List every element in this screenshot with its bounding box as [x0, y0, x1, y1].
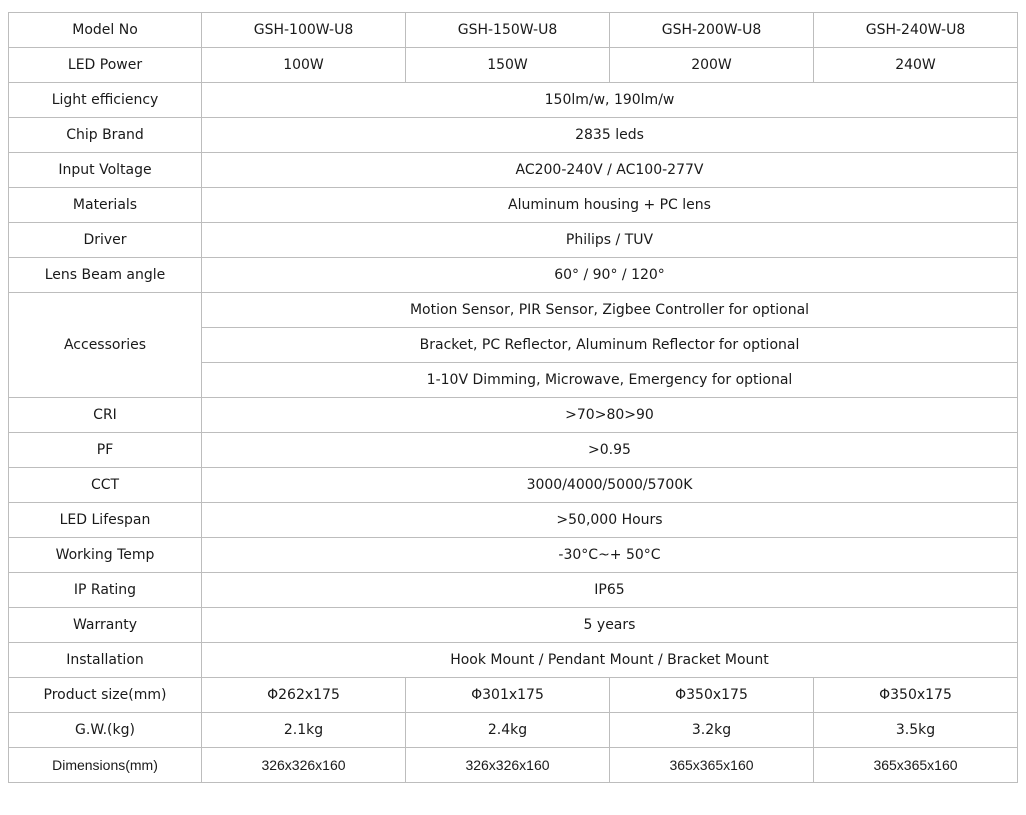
table-row-input-voltage [9, 153, 1018, 188]
led-power-cell: 100W [202, 48, 406, 83]
table-row-accessories [9, 293, 1018, 328]
table-row-working-temp [9, 538, 1018, 573]
gw-cell: 2.4kg [406, 713, 610, 748]
row-label-installation: Installation [9, 643, 202, 678]
spec-table [8, 12, 1018, 783]
table-row-model-no [9, 13, 1018, 48]
light-efficiency-value: 150lm/w, 190lm/w [202, 83, 1018, 118]
row-label-materials: Materials [9, 188, 202, 223]
installation-value: Hook Mount / Pendant Mount / Bracket Mount [202, 643, 1018, 678]
table-row-warranty [9, 608, 1018, 643]
led-power-cell: 200W [610, 48, 814, 83]
driver-value: Philips / TUV [202, 223, 1018, 258]
dimensions-cell: 365x365x160 [814, 748, 1018, 783]
row-label-gw: G.W.(kg) [9, 713, 202, 748]
row-label-dimensions: Dimensions(mm) [9, 748, 202, 783]
table-row-led-power [9, 48, 1018, 83]
gw-cell: 2.1kg [202, 713, 406, 748]
cri-value: >70>80>90 [202, 398, 1018, 433]
accessories-item: 1-10V Dimming, Microwave, Emergency for optional [202, 363, 1018, 398]
accessories-item: Motion Sensor, PIR Sensor, Zigbee Controller for optional [202, 293, 1018, 328]
ip-rating-value: IP65 [202, 573, 1018, 608]
model-cell: GSH-100W-U8 [202, 13, 406, 48]
table-row-led-lifespan [9, 503, 1018, 538]
model-cell: GSH-240W-U8 [814, 13, 1018, 48]
product-size-cell: Φ350x175 [610, 678, 814, 713]
table-row-ip-rating [9, 573, 1018, 608]
led-power-cell: 240W [814, 48, 1018, 83]
table-row-pf [9, 433, 1018, 468]
row-label-accessories: Accessories [9, 293, 202, 398]
led-power-cell: 150W [406, 48, 610, 83]
table-row-light-efficiency [9, 83, 1018, 118]
input-voltage-value: AC200-240V / AC100-277V [202, 153, 1018, 188]
row-label-working-temp: Working Temp [9, 538, 202, 573]
led-lifespan-value: >50,000 Hours [202, 503, 1018, 538]
table-row-product-size [9, 678, 1018, 713]
table-row-cct [9, 468, 1018, 503]
row-label-ip-rating: IP Rating [9, 573, 202, 608]
accessories-item: Bracket, PC Reflector, Aluminum Reflector for optional [202, 328, 1018, 363]
row-label-cct: CCT [9, 468, 202, 503]
gw-cell: 3.2kg [610, 713, 814, 748]
chip-brand-value: 2835 leds [202, 118, 1018, 153]
lens-beam-angle-value: 60° / 90° / 120° [202, 258, 1018, 293]
warranty-value: 5 years [202, 608, 1018, 643]
cct-value: 3000/4000/5000/5700K [202, 468, 1018, 503]
table-row-installation [9, 643, 1018, 678]
row-label-warranty: Warranty [9, 608, 202, 643]
row-label-model-no: Model No [9, 13, 202, 48]
table-row-chip-brand [9, 118, 1018, 153]
table-row-dimensions [9, 748, 1018, 783]
row-label-led-lifespan: LED Lifespan [9, 503, 202, 538]
row-label-cri: CRI [9, 398, 202, 433]
row-label-pf: PF [9, 433, 202, 468]
product-size-cell: Φ301x175 [406, 678, 610, 713]
row-label-led-power: LED Power [9, 48, 202, 83]
model-cell: GSH-200W-U8 [610, 13, 814, 48]
table-row-gw [9, 713, 1018, 748]
dimensions-cell: 326x326x160 [406, 748, 610, 783]
materials-value: Aluminum housing + PC lens [202, 188, 1018, 223]
table-row-materials [9, 188, 1018, 223]
row-label-light-efficiency: Light efficiency [9, 83, 202, 118]
row-label-input-voltage: Input Voltage [9, 153, 202, 188]
row-label-lens-beam-angle: Lens Beam angle [9, 258, 202, 293]
row-label-chip-brand: Chip Brand [9, 118, 202, 153]
row-label-driver: Driver [9, 223, 202, 258]
gw-cell: 3.5kg [814, 713, 1018, 748]
product-size-cell: Φ350x175 [814, 678, 1018, 713]
model-cell: GSH-150W-U8 [406, 13, 610, 48]
product-size-cell: Φ262x175 [202, 678, 406, 713]
pf-value: >0.95 [202, 433, 1018, 468]
dimensions-cell: 326x326x160 [202, 748, 406, 783]
working-temp-value: -30°C~+ 50°C [202, 538, 1018, 573]
table-row-lens-beam-angle [9, 258, 1018, 293]
table-row-cri [9, 398, 1018, 433]
dimensions-cell: 365x365x160 [610, 748, 814, 783]
table-row-driver [9, 223, 1018, 258]
row-label-product-size: Product size(mm) [9, 678, 202, 713]
